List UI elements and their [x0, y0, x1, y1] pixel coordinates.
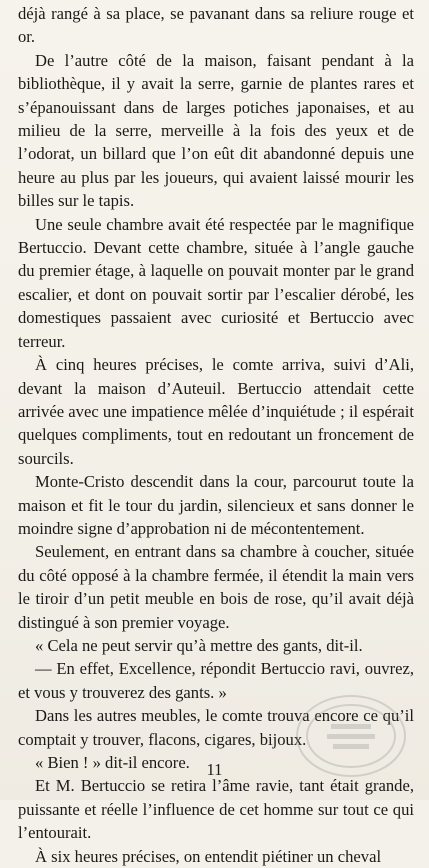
paragraph-1: déjà rangé à sa place, se pavanant dans sa reliure rouge et or.	[18, 4, 414, 47]
body-text	[18, 2, 414, 868]
paragraph-7: « Cela ne peut servir qu’à mettre des gants, dit-il.	[35, 635, 363, 655]
paragraph-3: Une seule chambre avait été respectée par le magnifique Bertuccio. Devant cette chambre, située à l’angle gauche du premier étage, à laquelle on pouvait monter par le grand escalier, et dont on pouvait sortir par l’escalier dérobé, les domestiques passaient avec curiosité et Bertuccio avec terreur.	[18, 214, 414, 351]
paragraph-10: « Bien ! » dit-il encore.	[35, 753, 190, 772]
paragraph-6: Seulement, en entrant dans sa chambre à coucher, située du côté opposé à la chambre fermée, il étendit la main vers le tiroir d’un petit meuble en bois de rose, qu’il avait déjà distingué à son premier voyage.	[18, 542, 414, 632]
paragraph-2: De l’autre côté de la maison, faisant pendant à la bibliothèque, il y avait la serre, garnie de plantes rares et s’épanouissant dans de larges potiches japonaises, et au milieu de la serre, merveille à la fois des yeux et de l’odorat, un billard que l’on eût dit abandonné depuis une heure au plus par les joueurs, qui avaient laissé mourir les billes sur le tapis.	[18, 50, 414, 211]
paragraph-4: À cinq heures précises, le comte arriva, suivi d’Ali, devant la maison d’Auteuil. Bertuccio attendait cette arrivée avec une impatience mêlée d’inquiétude ; il espérait quelques compliments, tout en redoutant un froncement de sourcils.	[18, 355, 414, 468]
page-number: 11	[206, 760, 223, 779]
paragraph-12: À six heures précises, on entendit piétiner un cheval	[35, 846, 382, 866]
paragraph-8: — En effet, Excellence, répondit Bertuccio ravi, ouvrez, et vous y trouverez des gants. »	[18, 659, 414, 702]
paragraph-11: Et M. Bertuccio se retira l’âme ravie, tant était grande, puissante et réelle l’influence de cet homme sur tout ce qui l’entourait.	[18, 776, 414, 843]
paragraph-5: Monte-Cristo descendit dans la cour, parcourut toute la maison et fit le tour du jardin, silencieux et sans donner le moindre signe d’approbation ni de mécontentement.	[18, 472, 414, 538]
paragraph-9: Dans les autres meubles, le comte trouva encore ce qu’il comptait y trouver, flacons, cigares, bijoux.	[18, 706, 414, 749]
